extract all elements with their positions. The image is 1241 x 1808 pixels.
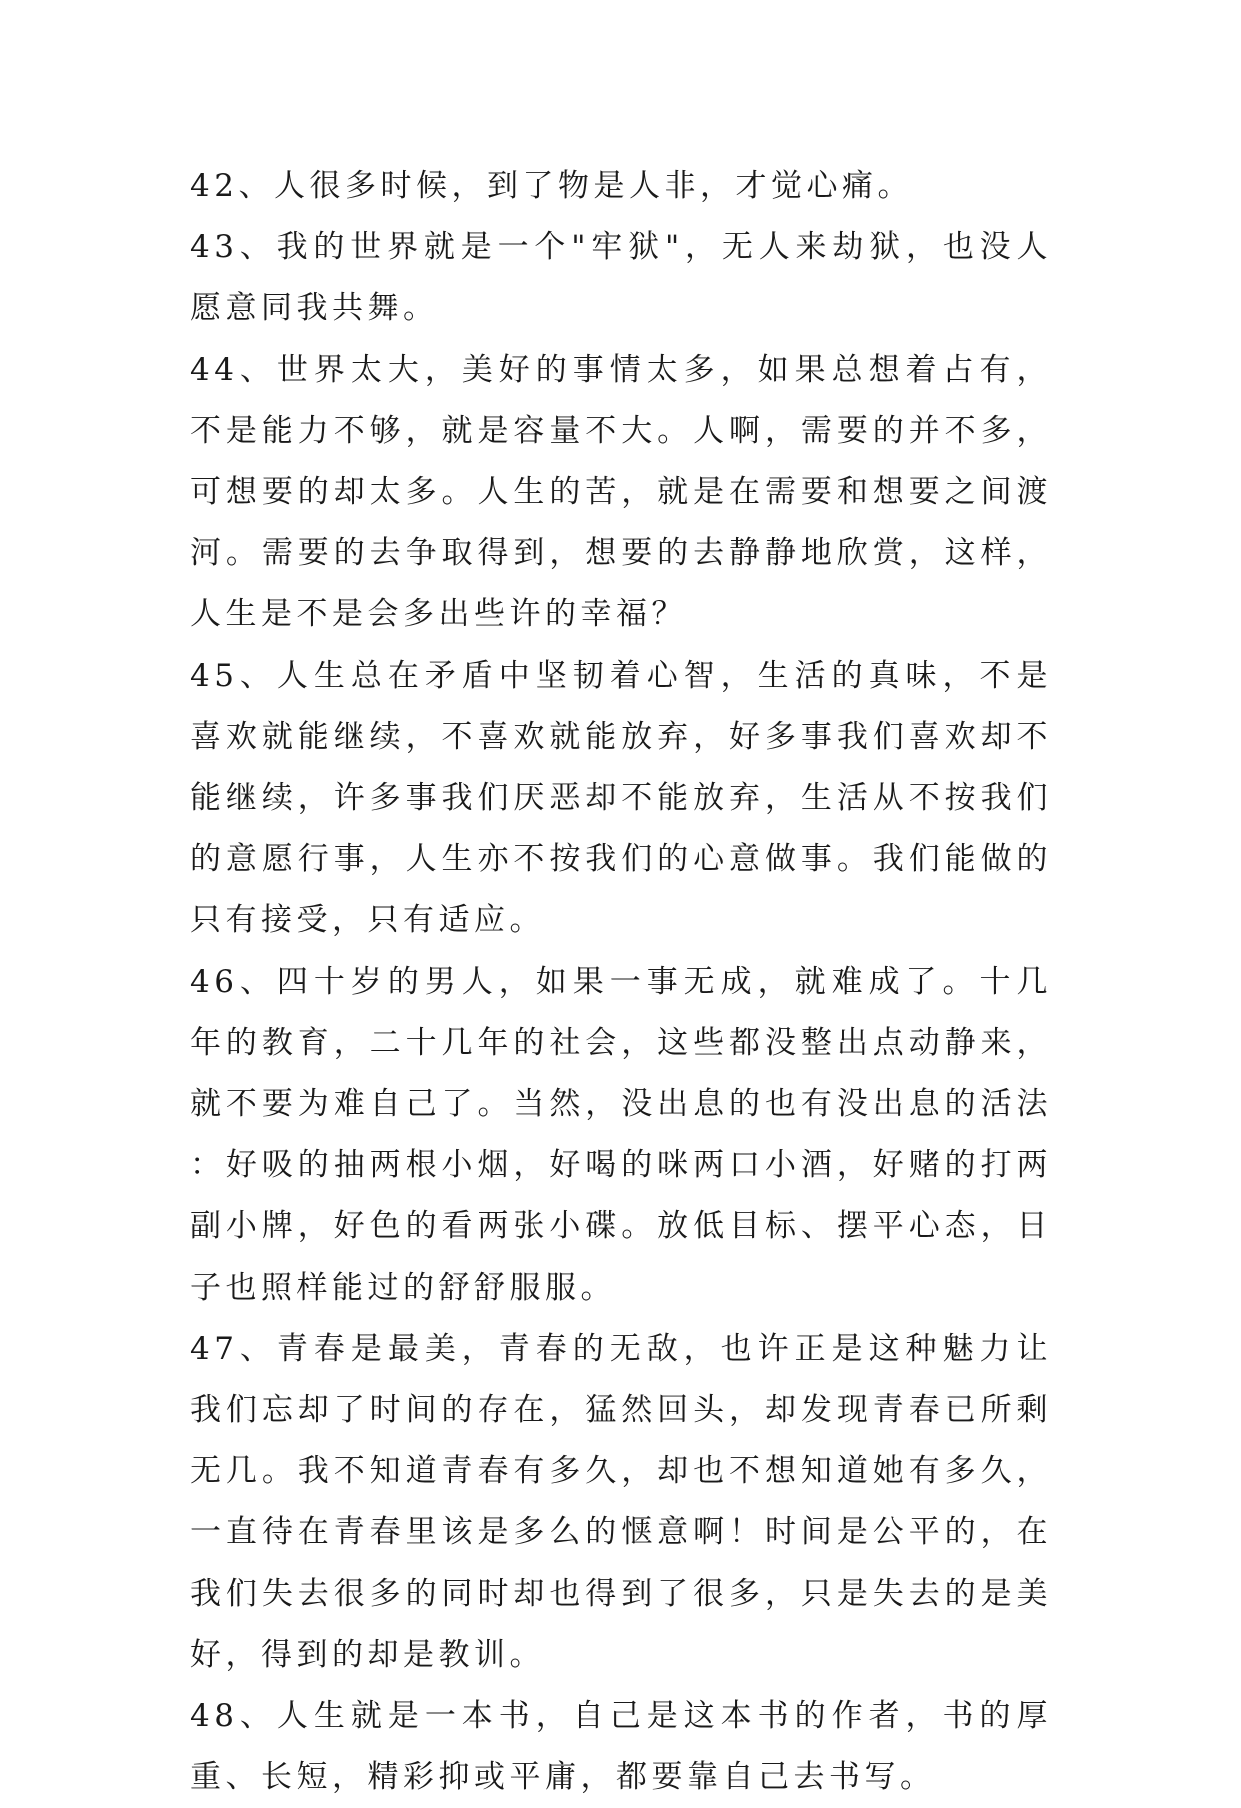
- paragraph-42: 42、人很多时候，到了物是人非，才觉心痛。: [190, 168, 913, 204]
- paragraph-45: 45、人生总在矛盾中坚韧着心智，生活的真味，不是喜欢就能继续，不喜欢就能放弃，好多事我们喜欢却不能继续，许多事我们厌恶却不能放弃，生活从不按我们的意愿行事，人生亦不按我们的心意做事。我们能做的只有接受，只有适应。: [190, 657, 1052, 939]
- paragraph-47: 47、青春是最美，青春的无敌，也许正是这种魅力让我们忘却了时间的存在，猛然回头，却发现青春已所剩无几。我不知道青春有多久，却也不想知道她有多久，一直待在青春里该是多么的惬意啊！时间是公平的，在我们失去很多的同时却也得到了很多，只是失去的是美好，得到的却是教训。: [190, 1330, 1052, 1673]
- paragraph-48: 48、人生就是一本书，自己是这本书的作者，书的厚重、长短，精彩抑或平庸，都要靠自己去书写。: [190, 1698, 1052, 1796]
- paragraph-46: 46、四十岁的男人，如果一事无成，就难成了。十几年的教育，二十几年的社会，这些都没整出点动静来，就不要为难自己了。当然，没出息的也有没出息的活法：好吸的抽两根小烟，好喝的咪两口小酒，好赌的打两副小牌，好色的看两张小碟。放低目标、摆平心态，日子也照样能过的舒舒服服。: [190, 963, 1052, 1306]
- document-body: [190, 156, 1052, 1808]
- paragraph-44: 44、世界太大，美好的事情太多，如果总想着占有，不是能力不够，就是容量不大。人啊，需要的并不多，可想要的却太多。人生的苦，就是在需要和想要之间渡河。需要的去争取得到，想要的去静静地欣赏，这样，人生是不是会多出些许的幸福？: [190, 351, 1052, 633]
- paragraph-43: 43、我的世界就是一个"牢狱"，无人来劫狱，也没人愿意同我共舞。: [190, 229, 1052, 327]
